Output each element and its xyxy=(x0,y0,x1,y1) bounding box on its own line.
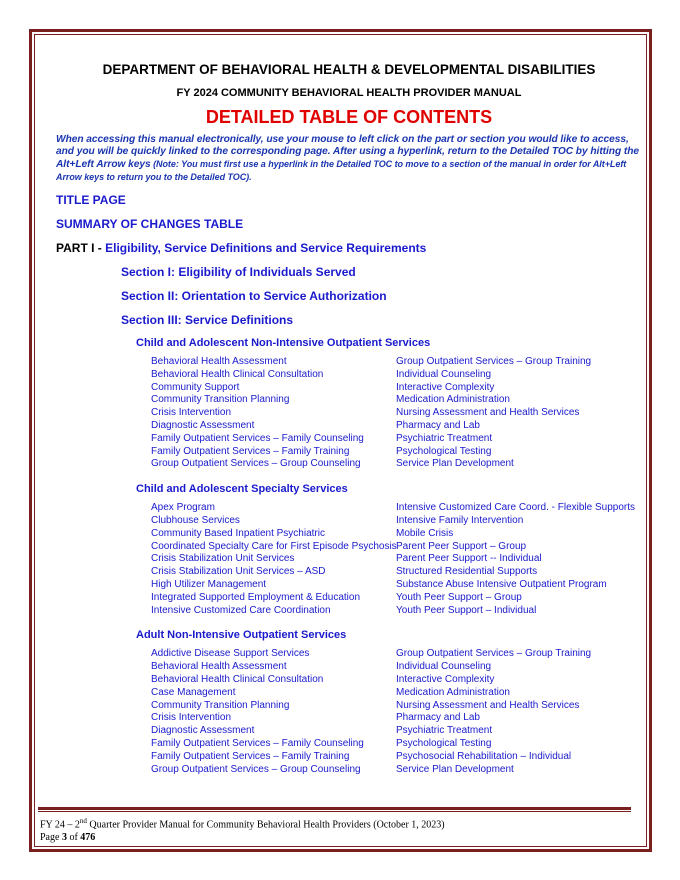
part-1-heading xyxy=(56,241,642,255)
service-group-heading[interactable]: Child and Adolescent Specialty Services xyxy=(136,483,348,496)
intro-note: (Note: You must first use a hyperlink in the Detailed TOC to move to a section of the manual in order for Alt+Left Arrow keys to return you to the Detailed TOC). xyxy=(56,159,627,182)
service-column-left xyxy=(151,356,364,471)
section-2-link[interactable]: Section II: Orientation to Service Authorization xyxy=(121,289,387,303)
service-link[interactable]: Mobile Crisis xyxy=(396,527,454,539)
service-link[interactable]: Group Outpatient Services – Group Counseling xyxy=(151,763,361,775)
service-link[interactable]: Intensive Customized Care Coordination xyxy=(151,604,331,616)
service-list xyxy=(151,356,642,471)
part-1-link[interactable]: Eligibility, Service Definitions and Service Requirements xyxy=(105,241,427,255)
service-link[interactable]: High Utilizer Management xyxy=(151,578,267,590)
service-link[interactable]: Psychiatric Treatment xyxy=(396,725,493,737)
service-link[interactable]: Service Plan Development xyxy=(396,458,514,470)
service-link[interactable]: Family Outpatient Services – Family Training xyxy=(151,445,350,457)
service-link[interactable]: Pharmacy and Lab xyxy=(396,419,480,431)
service-column-left xyxy=(151,502,397,617)
footer-rule-thick xyxy=(38,807,631,810)
department-title: DEPARTMENT OF BEHAVIORAL HEALTH & DEVELOPMENTAL DISABILITIES xyxy=(102,62,596,77)
summary-of-changes-link[interactable]: SUMMARY OF CHANGES TABLE xyxy=(56,217,244,231)
service-link[interactable]: Psychological Testing xyxy=(396,737,492,749)
service-group-heading[interactable]: Adult Non-Intensive Outpatient Services xyxy=(136,629,347,642)
service-link[interactable]: Diagnostic Assessment xyxy=(151,725,255,737)
service-link[interactable]: Youth Peer Support – Group xyxy=(396,591,522,603)
service-link[interactable]: Youth Peer Support – Individual xyxy=(396,604,537,616)
service-link[interactable]: Psychological Testing xyxy=(396,445,492,457)
service-link[interactable]: Integrated Supported Employment & Education xyxy=(151,591,361,603)
service-link[interactable]: Clubhouse Services xyxy=(151,514,240,526)
service-link[interactable]: Coordinated Specialty Care for First Episode Psychosis xyxy=(151,540,397,552)
service-column-right xyxy=(396,502,635,617)
service-link[interactable]: Service Plan Development xyxy=(396,763,514,775)
service-link[interactable]: Pharmacy and Lab xyxy=(396,712,480,724)
service-link[interactable]: Behavioral Health Assessment xyxy=(151,356,287,367)
page-content xyxy=(56,62,642,776)
service-link[interactable]: Crisis Stabilization Unit Services – ASD xyxy=(151,566,326,578)
service-link[interactable]: Parent Peer Support – Group xyxy=(396,540,527,552)
service-link[interactable]: Group Outpatient Services – Group Training xyxy=(396,356,592,367)
manual-title: FY 2024 COMMUNITY BEHAVIORAL HEALTH PROVIDER MANUAL xyxy=(176,87,522,99)
service-link[interactable]: Intensive Customized Care Coord. - Flexible Supports xyxy=(396,502,635,514)
service-link[interactable]: Case Management xyxy=(151,686,236,698)
service-link[interactable]: Medication Administration xyxy=(396,686,510,698)
service-column-left xyxy=(151,648,364,776)
service-link[interactable]: Family Outpatient Services – Family Counseling xyxy=(151,737,364,749)
section-1-link[interactable]: Section I: Eligibility of Individuals Served xyxy=(121,265,356,279)
service-link[interactable]: Group Outpatient Services – Group Counseling xyxy=(151,458,361,470)
service-link[interactable]: Parent Peer Support -- Individual xyxy=(396,553,542,565)
service-link[interactable]: Community Transition Planning xyxy=(151,699,290,711)
service-link[interactable]: Apex Program xyxy=(151,502,215,514)
service-link[interactable]: Interactive Complexity xyxy=(396,381,495,393)
service-link[interactable]: Substance Abuse Intensive Outpatient Program xyxy=(396,578,607,590)
intro-main: When accessing this manual electronically, use your mouse to left click on the part or section you would like to access, and you will be quickly linked to the corresponding page. After using a hyperlink, return to the Detailed TOC by hitting the Alt+Left Arrow keys xyxy=(56,134,640,170)
footer-page-number: Page 3 of 476 xyxy=(40,832,96,844)
service-link[interactable]: Individual Counseling xyxy=(396,368,492,380)
part-1-label: PART I - xyxy=(56,241,106,255)
service-link[interactable]: Medication Administration xyxy=(396,394,510,406)
footer-manual-line: FY 24 – 2nd Quarter Provider Manual for Community Behavioral Health Providers (October 1, 2023) xyxy=(40,817,445,831)
service-list xyxy=(151,648,642,776)
service-link[interactable]: Structured Residential Supports xyxy=(396,566,538,578)
service-link[interactable]: Family Outpatient Services – Family Training xyxy=(151,750,350,762)
service-link[interactable]: Crisis Intervention xyxy=(151,712,232,724)
intro-paragraph xyxy=(56,134,642,184)
service-link[interactable]: Community Based Inpatient Psychiatric xyxy=(151,527,325,539)
service-link[interactable]: Crisis Stabilization Unit Services xyxy=(151,553,295,565)
service-link[interactable]: Intensive Family Intervention xyxy=(396,514,524,526)
service-link[interactable]: Behavioral Health Clinical Consultation xyxy=(151,368,324,380)
service-link[interactable]: Interactive Complexity xyxy=(396,673,495,685)
service-link[interactable]: Crisis Intervention xyxy=(151,407,232,419)
service-group-heading[interactable]: Child and Adolescent Non-Intensive Outpatient Services xyxy=(136,337,431,349)
service-column-right xyxy=(396,356,591,471)
service-link[interactable]: Individual Counseling xyxy=(396,661,492,673)
service-link[interactable]: Psychosocial Rehabilitation – Individual xyxy=(396,750,572,762)
service-link[interactable]: Addictive Disease Support Services xyxy=(151,648,310,660)
service-link[interactable]: Psychiatric Treatment xyxy=(396,432,493,444)
service-link[interactable]: Behavioral Health Assessment xyxy=(151,661,287,673)
service-link[interactable]: Nursing Assessment and Health Services xyxy=(396,407,580,419)
service-link[interactable]: Group Outpatient Services – Group Training xyxy=(396,648,592,660)
service-link[interactable]: Community Transition Planning xyxy=(151,394,290,406)
toc-title: DETAILED TABLE OF CONTENTS xyxy=(205,107,493,127)
footer-rule-thin xyxy=(38,811,631,812)
service-groups xyxy=(56,337,642,776)
title-page-link[interactable]: TITLE PAGE xyxy=(56,193,126,207)
service-link[interactable]: Diagnostic Assessment xyxy=(151,419,255,431)
page-footer xyxy=(40,815,445,844)
service-link[interactable]: Family Outpatient Services – Family Counseling xyxy=(151,432,364,444)
service-column-right xyxy=(396,648,591,776)
service-link[interactable]: Community Support xyxy=(151,381,240,393)
service-link[interactable]: Nursing Assessment and Health Services xyxy=(396,699,580,711)
service-list xyxy=(151,502,642,617)
service-link[interactable]: Behavioral Health Clinical Consultation xyxy=(151,673,324,685)
section-3-link[interactable]: Section III: Service Definitions xyxy=(121,313,294,327)
